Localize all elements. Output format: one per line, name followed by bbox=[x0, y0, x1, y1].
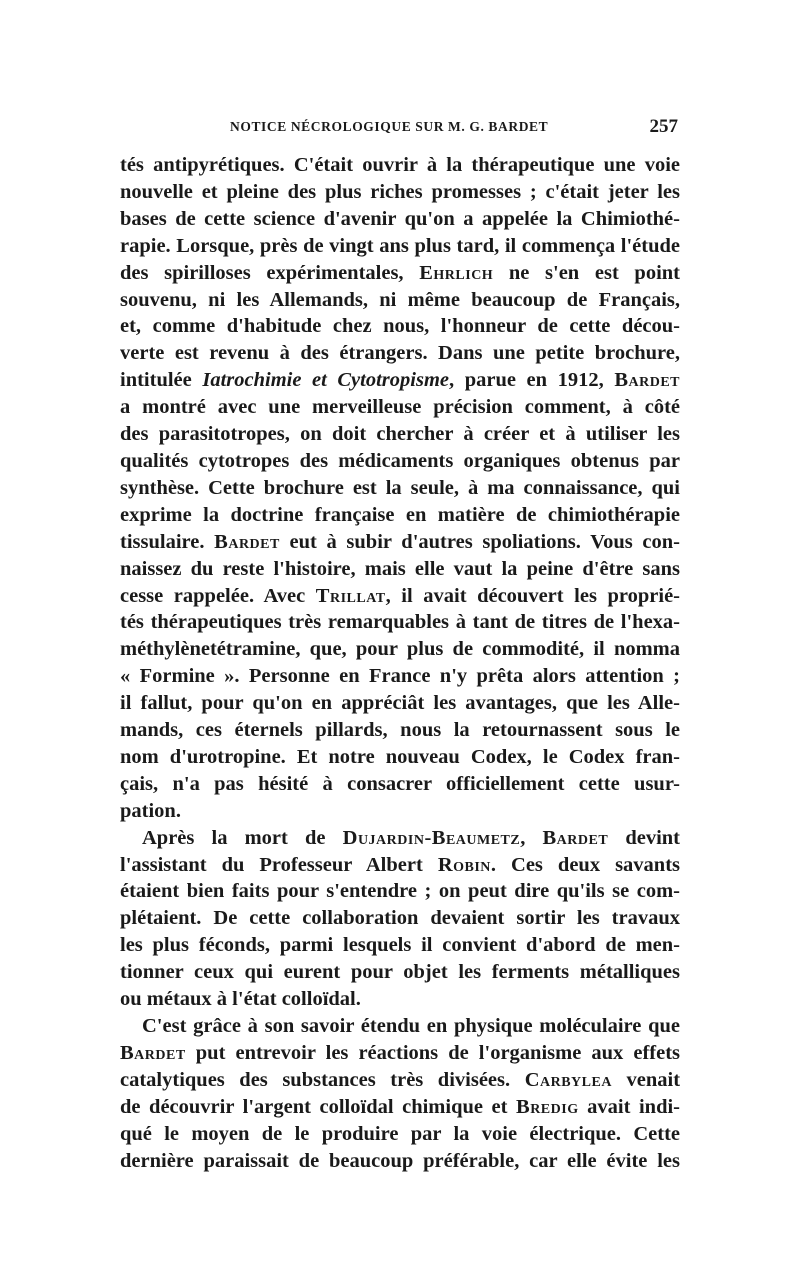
text-line: pation. bbox=[120, 799, 181, 822]
text-line: nom d'urotropine. Et notre nouveau Codex, le Codex fran- bbox=[120, 745, 680, 768]
name-bardet: Bardet bbox=[214, 530, 280, 553]
text-line: méthylènetétramine, que, pour plus de commodité, il nomma bbox=[120, 638, 680, 661]
text-line: l'assistant du Professeur Albert Robin. Ces deux savants bbox=[120, 853, 681, 876]
text-line: les plus féconds, parmi lesquels il convient d'abord de men- bbox=[120, 934, 680, 957]
text-line: ou métaux à l'état colloïdal. bbox=[120, 988, 361, 1011]
text-line: exprime la doctrine française en matière de chimiothérapie bbox=[120, 503, 680, 526]
text-line: il fallut, pour qu'on en appréciât les avantages, que les Alle- bbox=[120, 692, 680, 715]
text-line: naissez du reste l'histoire, mais elle vaut la peine d'être sans bbox=[120, 557, 680, 580]
name-robin: Robin bbox=[437, 853, 491, 876]
text-line: tionner ceux qui eurent pour objet les ferments métalliques bbox=[120, 961, 680, 984]
text-line: des parasitotropes, on doit chercher à créer et à utiliser les bbox=[120, 423, 680, 446]
text-line: bases de cette science d'avenir qu'on a appelée la Chimiothé- bbox=[120, 207, 680, 230]
text-line: plétaient. De cette collaboration devaient sortir les travaux bbox=[120, 907, 680, 930]
body-text bbox=[120, 152, 680, 1174]
page-number: 257 bbox=[649, 116, 678, 137]
text-line: tissulaire. Bardet eut à subir d'autres spoliations. Vous con- bbox=[120, 530, 680, 553]
text-line: étaient bien faits pour s'entendre ; on peut dire qu'ils se com- bbox=[120, 880, 680, 903]
text-line: cesse rappelée. Avec Trillat, il avait découvert les proprié- bbox=[120, 584, 680, 607]
text-line: dernière paraissait de beaucoup préférable, car elle évite les bbox=[120, 1149, 680, 1172]
book-title: Iatrochimie et Cytotropisme bbox=[202, 369, 449, 392]
text-line: tés antipyrétiques. C'était ouvrir à la thérapeutique une voie bbox=[120, 154, 680, 176]
name-bardet: Bardet bbox=[542, 826, 609, 849]
text-line: nouvelle et pleine des plus riches promesses ; c'était jeter les bbox=[120, 180, 680, 203]
name-carbylea: Carbylea bbox=[524, 1068, 612, 1091]
text-line: verte est revenu à des étrangers. Dans une petite brochure, bbox=[120, 342, 680, 365]
text-line: « Formine ». Personne en France n'y prêta alors attention ; bbox=[120, 665, 680, 688]
text-line: synthèse. Cette brochure est la seule, à ma connaissance, qui bbox=[120, 476, 680, 499]
text-line: a montré avec une merveilleuse précision comment, à côté bbox=[120, 396, 680, 419]
text-line: des spirilloses expérimentales, Ehrlich ne s'en est point bbox=[120, 261, 681, 284]
text-line: çais, n'a pas hésité à consacrer officiellement cette usur- bbox=[120, 772, 680, 795]
text-line: Bardet put entrevoir les réactions de l'organisme aux effets bbox=[120, 1041, 680, 1064]
text-line: mands, ces éternels pillards, nous la retournassent sous le bbox=[120, 719, 680, 742]
name-ehrlich: Ehrlich bbox=[419, 261, 494, 284]
text-line: souvenu, ni les Allemands, ni même beaucoup de Français, bbox=[120, 288, 680, 311]
name-bardet: Bardet bbox=[614, 369, 681, 392]
running-header bbox=[120, 116, 680, 140]
text-line: intitulée Iatrochimie et Cytotropisme, parue en 1912, Bardet bbox=[120, 369, 681, 392]
name-bredig: Bredig bbox=[516, 1095, 579, 1118]
text-line: et, comme d'habitude chez nous, l'honneur de cette décou- bbox=[120, 315, 680, 338]
text-line: catalytiques des substances très divisées. Carbylea venait bbox=[120, 1068, 681, 1091]
name-trillat: Trillat bbox=[315, 584, 386, 607]
name-bardet: Bardet bbox=[120, 1041, 186, 1064]
text-line: qué le moyen de le produire par la voie électrique. Cette bbox=[120, 1122, 680, 1145]
text-line: tés thérapeutiques très remarquables à tant de titres de l'hexa- bbox=[120, 611, 680, 634]
text-line: Après la mort de Dujardin-Beaumetz, Bardet devint bbox=[142, 826, 681, 849]
running-title: NOTICE NÉCROLOGIQUE SUR M. G. BARDET bbox=[230, 119, 549, 134]
text-line: rapie. Lorsque, près de vingt ans plus tard, il commença l'étude bbox=[120, 234, 680, 257]
text-line: de découvrir l'argent colloïdal chimique et Bredig avait indi- bbox=[120, 1095, 681, 1118]
name-dujardin-beaumetz: Dujardin-Beaumetz bbox=[342, 826, 521, 849]
text-line: qualités cytotropes des médicaments organiques obtenus par bbox=[120, 449, 680, 472]
text-line: C'est grâce à son savoir étendu en physique moléculaire que bbox=[142, 1015, 680, 1037]
